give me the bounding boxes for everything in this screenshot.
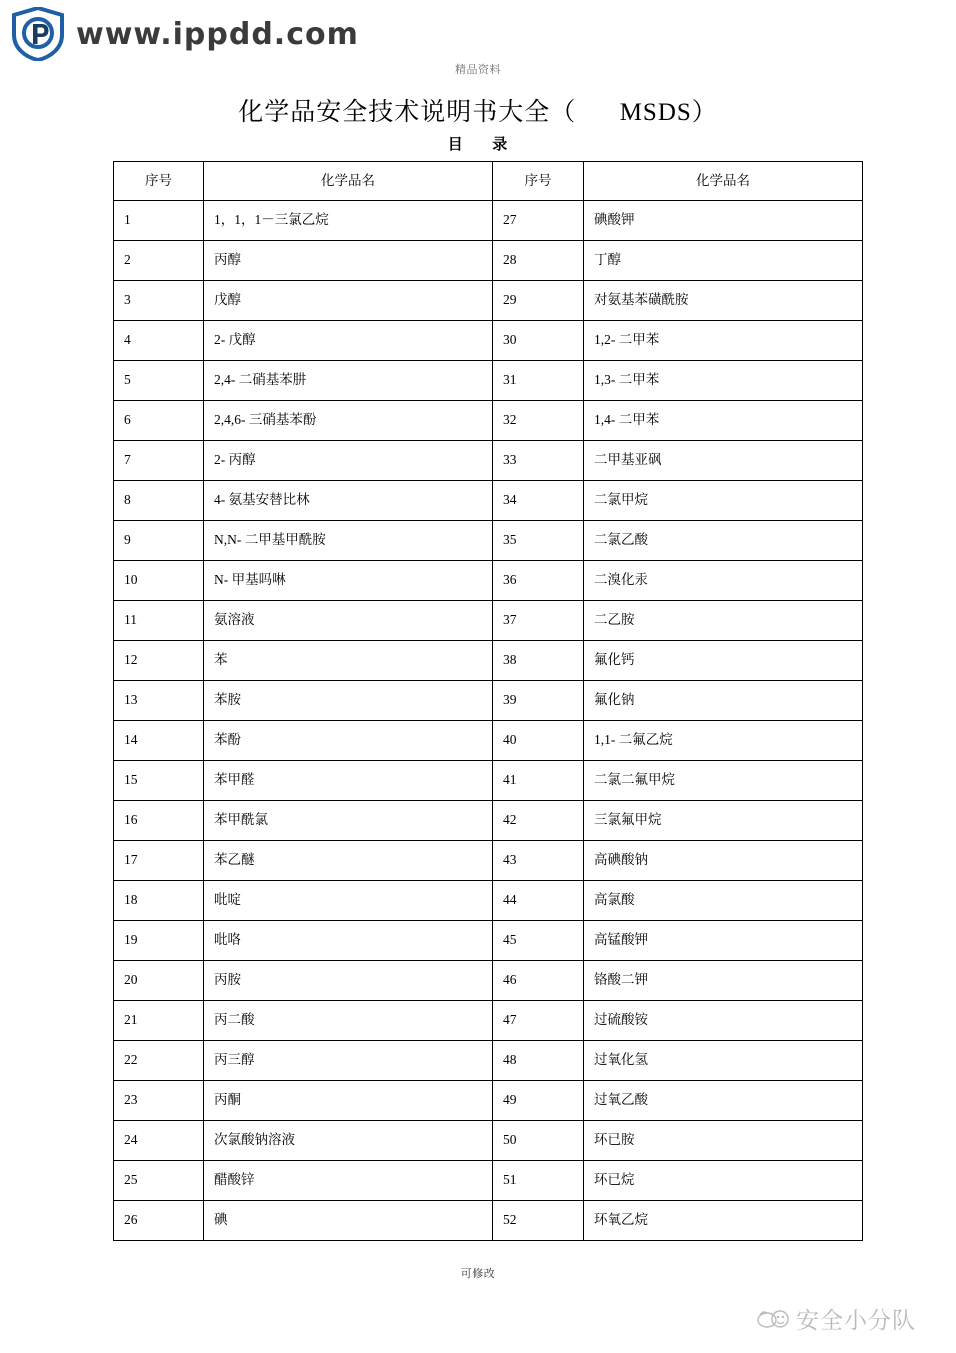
cell-name-right: 丁醇 — [584, 241, 863, 281]
cell-index-left: 9 — [114, 521, 204, 561]
watermark-top: 精品资料 — [455, 64, 501, 76]
cell-index-right: 41 — [493, 761, 584, 801]
cell-name-left: N,N- 二甲基甲酰胺 — [204, 521, 493, 561]
cell-index-right: 51 — [493, 1161, 584, 1201]
cell-index-right: 47 — [493, 1001, 584, 1041]
table-row — [114, 1121, 863, 1161]
table-row — [114, 1161, 863, 1201]
cell-index-left: 12 — [114, 641, 204, 681]
cell-name-right: 碘酸钾 — [584, 201, 863, 241]
table-row — [114, 281, 863, 321]
cell-name-left: N- 甲基吗啉 — [204, 561, 493, 601]
table-row — [114, 601, 863, 641]
cell-index-right: 48 — [493, 1041, 584, 1081]
cell-name-left: 戊醇 — [204, 281, 493, 321]
cell-name-left: 苯胺 — [204, 681, 493, 721]
table-row — [114, 561, 863, 601]
table-row — [114, 721, 863, 761]
cell-name-right: 高氯酸 — [584, 881, 863, 921]
cell-index-right: 44 — [493, 881, 584, 921]
watermark-bottom: 可修改 — [460, 1268, 496, 1280]
cell-index-left: 10 — [114, 561, 204, 601]
cell-name-right: 二甲基亚砜 — [584, 441, 863, 481]
corner-watermark-text: 安全小分队 — [796, 1308, 916, 1333]
column-header-name-left: 化学品名 — [204, 162, 493, 201]
cell-index-left: 23 — [114, 1081, 204, 1121]
cell-name-right: 过硫酸铵 — [584, 1001, 863, 1041]
table-row — [114, 521, 863, 561]
cell-index-left: 18 — [114, 881, 204, 921]
cell-index-left: 24 — [114, 1121, 204, 1161]
site-banner — [0, 0, 956, 68]
cell-index-right: 46 — [493, 961, 584, 1001]
cell-name-right: 对氨基苯磺酰胺 — [584, 281, 863, 321]
cell-index-right: 28 — [493, 241, 584, 281]
cell-name-right: 1,4- 二甲苯 — [584, 401, 863, 441]
cell-index-left: 20 — [114, 961, 204, 1001]
cell-index-right: 37 — [493, 601, 584, 641]
cell-index-left: 26 — [114, 1201, 204, 1241]
cell-name-left: 吡啶 — [204, 881, 493, 921]
cell-index-left: 17 — [114, 841, 204, 881]
corner-watermark — [756, 1302, 916, 1335]
cell-index-right: 39 — [493, 681, 584, 721]
cell-index-right: 40 — [493, 721, 584, 761]
shield-logo-icon — [12, 7, 64, 61]
cell-name-right: 氟化钠 — [584, 681, 863, 721]
contents-table — [113, 161, 863, 1241]
table-row — [114, 681, 863, 721]
cell-name-left: 丙三醇 — [204, 1041, 493, 1081]
cell-index-left: 1 — [114, 201, 204, 241]
cell-name-right: 1,3- 二甲苯 — [584, 361, 863, 401]
cell-name-left: 碘 — [204, 1201, 493, 1241]
cell-name-left: 苯甲酰氯 — [204, 801, 493, 841]
cell-name-right: 二氯二氟甲烷 — [584, 761, 863, 801]
cell-index-right: 33 — [493, 441, 584, 481]
cell-index-left: 22 — [114, 1041, 204, 1081]
cell-name-right: 氟化钙 — [584, 641, 863, 681]
cell-name-right: 高碘酸钠 — [584, 841, 863, 881]
cell-name-left: 丙二酸 — [204, 1001, 493, 1041]
page-title: 化学品安全技术说明书大全（ MSDS） — [238, 99, 718, 126]
cell-index-right: 45 — [493, 921, 584, 961]
cell-index-right: 42 — [493, 801, 584, 841]
cell-name-left: 4- 氨基安替比林 — [204, 481, 493, 521]
cell-index-left: 25 — [114, 1161, 204, 1201]
cell-index-left: 6 — [114, 401, 204, 441]
table-row — [114, 481, 863, 521]
table-row — [114, 1001, 863, 1041]
cell-name-left: 苯酚 — [204, 721, 493, 761]
cell-name-right: 过氧化氢 — [584, 1041, 863, 1081]
table-row — [114, 401, 863, 441]
cell-name-right: 过氧乙酸 — [584, 1081, 863, 1121]
cell-name-left: 2- 丙醇 — [204, 441, 493, 481]
table-row — [114, 881, 863, 921]
cell-index-left: 7 — [114, 441, 204, 481]
cell-name-right: 高锰酸钾 — [584, 921, 863, 961]
table-row — [114, 201, 863, 241]
cell-index-left: 19 — [114, 921, 204, 961]
cell-index-left: 3 — [114, 281, 204, 321]
cell-index-right: 35 — [493, 521, 584, 561]
cell-name-right: 二氯甲烷 — [584, 481, 863, 521]
column-header-index-right: 序号 — [493, 162, 584, 201]
column-header-name-right: 化学品名 — [584, 162, 863, 201]
page-subtitle: 目 录 — [447, 137, 509, 153]
cell-name-left: 吡咯 — [204, 921, 493, 961]
cell-index-left: 8 — [114, 481, 204, 521]
cell-index-right: 29 — [493, 281, 584, 321]
cell-name-left: 苯甲醛 — [204, 761, 493, 801]
cell-name-right: 环已烷 — [584, 1161, 863, 1201]
cell-index-left: 13 — [114, 681, 204, 721]
table-row — [114, 441, 863, 481]
table-row — [114, 1201, 863, 1241]
cell-name-left: 2,4,6- 三硝基苯酚 — [204, 401, 493, 441]
table-row — [114, 761, 863, 801]
cell-index-left: 2 — [114, 241, 204, 281]
cell-name-left: 苯 — [204, 641, 493, 681]
cell-name-left: 丙醇 — [204, 241, 493, 281]
cell-index-right: 38 — [493, 641, 584, 681]
cell-index-right: 36 — [493, 561, 584, 601]
cell-index-right: 52 — [493, 1201, 584, 1241]
table-row — [114, 321, 863, 361]
cell-name-left: 次氯酸钠溶液 — [204, 1121, 493, 1161]
cell-index-right: 32 — [493, 401, 584, 441]
table-row — [114, 1041, 863, 1081]
cell-name-left: 苯乙醚 — [204, 841, 493, 881]
table-row — [114, 801, 863, 841]
cell-index-right: 50 — [493, 1121, 584, 1161]
cell-index-left: 5 — [114, 361, 204, 401]
cell-name-right: 二氯乙酸 — [584, 521, 863, 561]
cell-name-left: 2,4- 二硝基苯肼 — [204, 361, 493, 401]
cell-name-right: 环氧乙烷 — [584, 1201, 863, 1241]
cell-name-left: 1，1，1－三氯乙烷 — [204, 201, 493, 241]
cell-index-right: 49 — [493, 1081, 584, 1121]
cell-name-right: 二溴化汞 — [584, 561, 863, 601]
site-url-text[interactable]: www.ippdd.com — [76, 16, 359, 52]
cell-index-right: 30 — [493, 321, 584, 361]
cell-index-left: 21 — [114, 1001, 204, 1041]
table-header-row — [114, 162, 863, 201]
cell-index-left: 14 — [114, 721, 204, 761]
cell-index-right: 27 — [493, 201, 584, 241]
cell-index-right: 31 — [493, 361, 584, 401]
table-row — [114, 841, 863, 881]
cell-index-right: 43 — [493, 841, 584, 881]
cell-name-right: 三氯氟甲烷 — [584, 801, 863, 841]
cell-name-left: 氨溶液 — [204, 601, 493, 641]
table-row — [114, 361, 863, 401]
cell-name-left: 丙胺 — [204, 961, 493, 1001]
cell-index-left: 16 — [114, 801, 204, 841]
cell-index-right: 34 — [493, 481, 584, 521]
cell-index-left: 4 — [114, 321, 204, 361]
cell-name-left: 丙酮 — [204, 1081, 493, 1121]
cell-name-left: 醋酸锌 — [204, 1161, 493, 1201]
cell-name-left: 2- 戊醇 — [204, 321, 493, 361]
cell-name-right: 1,2- 二甲苯 — [584, 321, 863, 361]
table-row — [114, 961, 863, 1001]
table-row — [114, 241, 863, 281]
table-row — [114, 921, 863, 961]
table-row — [114, 1081, 863, 1121]
cell-name-right: 二乙胺 — [584, 601, 863, 641]
cell-index-left: 15 — [114, 761, 204, 801]
column-header-index-left: 序号 — [114, 162, 204, 201]
cell-name-right: 铬酸二钾 — [584, 961, 863, 1001]
cell-name-right: 1,1- 二氟乙烷 — [584, 721, 863, 761]
mascot-icon — [756, 1304, 790, 1334]
cell-name-right: 环已胺 — [584, 1121, 863, 1161]
cell-index-left: 11 — [114, 601, 204, 641]
table-row — [114, 641, 863, 681]
